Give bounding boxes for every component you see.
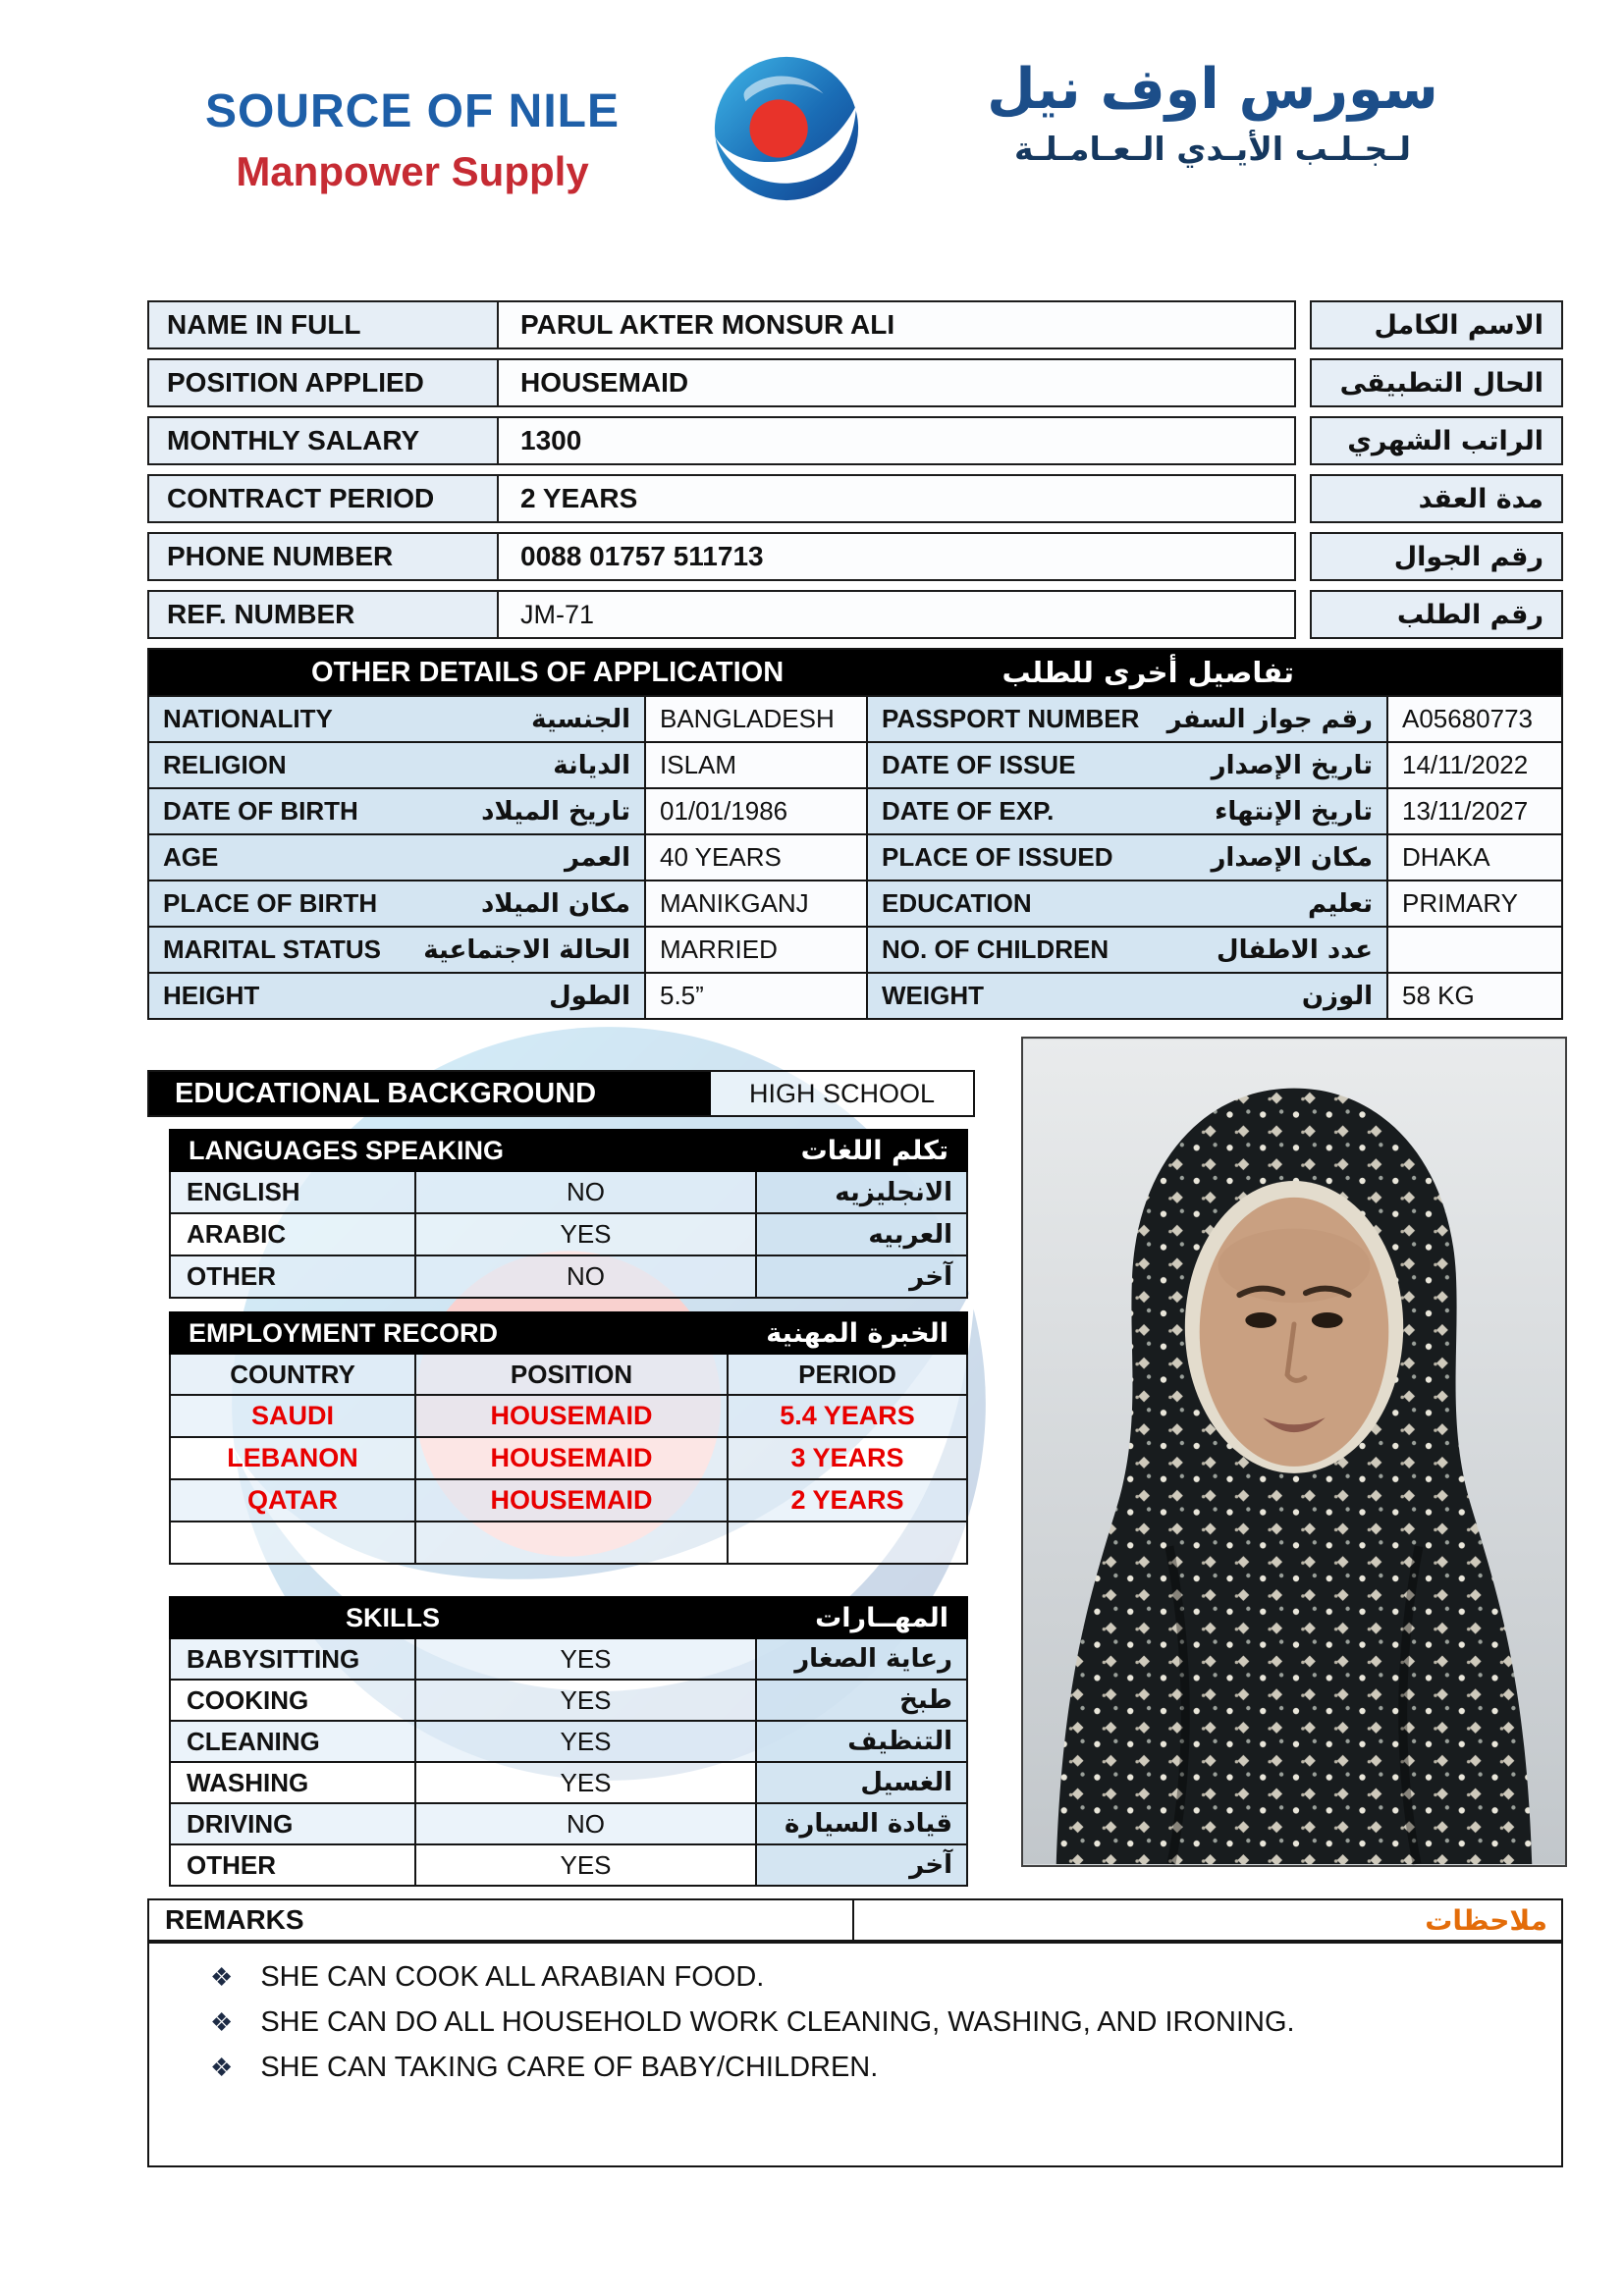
remark-text: SHE CAN TAKING CARE OF BABY/CHILDREN. — [260, 2052, 879, 2083]
employment-header — [169, 1311, 968, 1355]
employment-country: SAUDI — [171, 1396, 416, 1436]
info-value: PARUL AKTER MONSUR ALI — [520, 309, 895, 340]
info-label-ar: الحال التطبيقى — [1339, 367, 1543, 399]
skill-value: YES — [416, 1763, 757, 1802]
language-label-ar: الانجليزيه — [835, 1177, 952, 1207]
employment-position: HOUSEMAID — [416, 1438, 729, 1478]
detail-label: PLACE OF ISSUED — [882, 842, 1113, 872]
info-label-ar: الاسم الكامل — [1374, 309, 1543, 341]
table-row — [169, 1256, 968, 1299]
languages-header — [169, 1129, 968, 1172]
detail-value: 01/01/1986 — [646, 789, 868, 833]
language-label-ar: آخر — [909, 1261, 952, 1292]
employment-period — [729, 1522, 966, 1563]
applicant-photo — [1021, 1037, 1567, 1867]
info-label: CONTRACT PERIOD — [149, 476, 499, 521]
remark-text: SHE CAN DO ALL HOUSEHOLD WORK CLEANING, WASHING, AND IRONING. — [260, 2006, 1295, 2038]
detail-label-ar: الحالة الاجتماعية — [423, 934, 630, 965]
info-label: REF. NUMBER — [149, 592, 499, 637]
skill-label-ar: آخر — [909, 1850, 952, 1880]
detail-value: BANGLADESH — [646, 697, 868, 741]
skill-label: DRIVING — [171, 1804, 416, 1843]
info-value: 2 YEARS — [520, 483, 638, 513]
table-row — [147, 532, 1563, 581]
table-row — [169, 1522, 968, 1565]
detail-value — [1388, 928, 1561, 972]
detail-label-ar: تاريخ الميلاد — [481, 796, 630, 827]
detail-label: DATE OF ISSUE — [882, 750, 1076, 779]
table-row — [169, 1214, 968, 1256]
info-value: 0088 01757 511713 — [520, 541, 764, 571]
detail-label: AGE — [163, 842, 219, 872]
brand-name-ar — [987, 57, 1438, 168]
detail-label: MARITAL STATUS — [163, 934, 381, 964]
employment-period: 5.4 YEARS — [780, 1401, 915, 1430]
skill-value: NO — [416, 1804, 757, 1843]
detail-value: ISLAM — [646, 743, 868, 787]
detail-label-ar: تاريخ الإنتهاء — [1215, 796, 1373, 827]
skill-label: CLEANING — [171, 1722, 416, 1761]
employment-period: 2 YEARS — [790, 1485, 904, 1515]
detail-value: 13/11/2027 — [1388, 789, 1561, 833]
diamond-bullet-icon: ❖ — [210, 1962, 234, 1992]
detail-value: PRIMARY — [1388, 881, 1561, 926]
info-value: HOUSEMAID — [520, 367, 689, 398]
remarks-title: REMARKS — [149, 1900, 854, 1940]
info-value: 1300 — [520, 425, 582, 455]
detail-label-ar: مكان الإصدار — [1211, 842, 1373, 873]
brand-ar-line1: سورس اوف نيل — [987, 57, 1438, 122]
skill-label: OTHER — [171, 1845, 416, 1885]
employment-position: HOUSEMAID — [416, 1480, 729, 1521]
detail-label-ar: الطول — [549, 981, 630, 1011]
brand-ar-line2: لـجـلـب الأيـدي الـعـامـلـة — [1013, 130, 1411, 168]
brand-line1: SOURCE OF NILE — [204, 85, 621, 137]
table-row — [149, 833, 1561, 880]
column-header: PERIOD — [798, 1359, 896, 1389]
applicant-info-table — [147, 300, 1563, 648]
language-label: ARABIC — [171, 1214, 416, 1255]
remarks-title-ar: ملاحظات — [1425, 1903, 1547, 1937]
section-title-ar: المهــارات — [815, 1602, 948, 1633]
employment-column-headers — [169, 1355, 968, 1396]
section-title-ar: تكلم اللغات — [800, 1135, 948, 1166]
skill-label-ar: الغسيل — [860, 1768, 952, 1797]
table-row — [149, 880, 1561, 926]
info-label: PHONE NUMBER — [149, 534, 499, 579]
education-value: HIGH SCHOOL — [748, 1078, 936, 1108]
language-label: ENGLISH — [171, 1172, 416, 1212]
info-label-ar: رقم الجوال — [1393, 541, 1543, 572]
table-row — [169, 1804, 968, 1845]
detail-value: 40 YEARS — [646, 835, 868, 880]
detail-label-ar: العمر — [565, 842, 630, 873]
detail-label-ar: تاريخ الإصدار — [1211, 750, 1373, 780]
detail-label: HEIGHT — [163, 981, 260, 1010]
other-details-table — [147, 648, 1563, 1020]
table-row — [169, 1845, 968, 1887]
employment-country: QATAR — [171, 1480, 416, 1521]
section-title-ar: تفاصيل أخرى للطلب — [1001, 656, 1294, 689]
section-title: SKILLS — [346, 1602, 441, 1632]
detail-value: A05680773 — [1388, 697, 1561, 741]
language-value: NO — [416, 1172, 757, 1212]
column-header: COUNTRY — [171, 1355, 416, 1394]
diamond-bullet-icon: ❖ — [210, 2053, 234, 2082]
table-row — [169, 1722, 968, 1763]
detail-label: PLACE OF BIRTH — [163, 888, 378, 918]
detail-label: NATIONALITY — [163, 704, 333, 733]
remarks-content — [147, 1942, 1563, 2167]
section-title: LANGUAGES SPEAKING — [189, 1135, 505, 1165]
language-label-ar: العربيه — [868, 1219, 952, 1250]
detail-value: 5.5” — [646, 974, 868, 1018]
detail-value: 14/11/2022 — [1388, 743, 1561, 787]
employment-country — [171, 1522, 416, 1563]
info-label: POSITION APPLIED — [149, 360, 499, 405]
language-label: OTHER — [171, 1256, 416, 1297]
remark-item — [210, 2052, 1542, 2084]
skill-label-ar: رعاية الصغار — [794, 1644, 952, 1674]
detail-label: NO. OF CHILDREN — [882, 934, 1110, 964]
skills-header — [169, 1596, 968, 1639]
section-title-ar: الخبرة المهنية — [766, 1317, 948, 1349]
remark-item — [210, 1961, 1542, 1994]
detail-value: 58 KG — [1388, 974, 1561, 1018]
skill-label-ar: قيادة السيارة — [785, 1809, 952, 1839]
table-row — [149, 787, 1561, 833]
table-row — [147, 474, 1563, 523]
table-row — [147, 358, 1563, 407]
skill-label-ar: التنظيف — [847, 1727, 952, 1756]
remark-item — [210, 2006, 1542, 2039]
table-row — [147, 590, 1563, 639]
employment-position — [416, 1522, 729, 1563]
detail-label-ar: الديانة — [553, 750, 630, 780]
skill-label-ar: طبخ — [899, 1685, 952, 1715]
table-row — [169, 1396, 968, 1438]
remark-text: SHE CAN COOK ALL ARABIAN FOOD. — [260, 1961, 765, 1993]
detail-label-ar: تعليم — [1307, 888, 1373, 919]
table-row — [169, 1438, 968, 1480]
table-row — [169, 1480, 968, 1522]
skill-label: WASHING — [171, 1763, 416, 1802]
table-row — [149, 926, 1561, 972]
table-row — [149, 695, 1561, 741]
info-label-ar: مدة العقد — [1418, 483, 1543, 514]
skill-label: BABYSITTING — [171, 1639, 416, 1679]
detail-label-ar: مكان الميلاد — [480, 888, 630, 919]
detail-label-ar: الوزن — [1301, 981, 1373, 1011]
info-value: JM-71 — [520, 599, 595, 629]
skill-label: COOKING — [171, 1681, 416, 1720]
detail-value: DHAKA — [1388, 835, 1561, 880]
educational-background-row — [147, 1070, 975, 1117]
column-header: POSITION — [416, 1355, 729, 1394]
brand-name-en — [177, 84, 648, 195]
info-label: NAME IN FULL — [149, 302, 499, 347]
section-title: EMPLOYMENT RECORD — [189, 1317, 499, 1348]
diamond-bullet-icon: ❖ — [210, 2007, 234, 2037]
detail-label: EDUCATION — [882, 888, 1032, 918]
detail-value: MANIKGANJ — [646, 881, 868, 926]
section-title: EDUCATIONAL BACKGROUND — [149, 1072, 711, 1115]
employment-period: 3 YEARS — [790, 1443, 904, 1472]
detail-label: DATE OF BIRTH — [163, 796, 358, 826]
employment-position: HOUSEMAID — [416, 1396, 729, 1436]
section-title: OTHER DETAILS OF APPLICATION — [311, 656, 785, 688]
table-row — [169, 1639, 968, 1681]
company-logo-icon — [709, 51, 864, 206]
language-value: NO — [416, 1256, 757, 1297]
skill-value: YES — [416, 1722, 757, 1761]
detail-label-ar: عدد الاطفال — [1217, 934, 1373, 965]
detail-label: DATE OF EXP. — [882, 796, 1055, 826]
table-row — [149, 972, 1561, 1018]
language-value: YES — [416, 1214, 757, 1255]
detail-label: RELIGION — [163, 750, 287, 779]
other-details-header — [149, 650, 1561, 695]
detail-label: PASSPORT NUMBER — [882, 704, 1140, 733]
info-label: MONTHLY SALARY — [149, 418, 499, 463]
detail-value: MARRIED — [646, 928, 868, 972]
table-row — [169, 1681, 968, 1722]
skill-value: YES — [416, 1681, 757, 1720]
skill-value: YES — [416, 1845, 757, 1885]
table-row — [147, 416, 1563, 465]
brand-line2: Manpower Supply — [236, 148, 589, 194]
info-label-ar: الراتب الشهري — [1347, 425, 1543, 456]
employment-section — [169, 1311, 968, 1565]
table-row — [169, 1763, 968, 1804]
detail-label: WEIGHT — [882, 981, 984, 1010]
info-label-ar: رقم الطلب — [1396, 599, 1543, 630]
skills-section — [169, 1596, 968, 1887]
remarks-header — [147, 1898, 1563, 1942]
table-row — [147, 300, 1563, 349]
table-row — [169, 1172, 968, 1214]
employment-country: LEBANON — [171, 1438, 416, 1478]
languages-section — [169, 1129, 968, 1299]
detail-label-ar: الجنسية — [531, 704, 630, 734]
detail-label-ar: رقم جواز السفر — [1166, 704, 1373, 734]
skill-value: YES — [416, 1639, 757, 1679]
table-row — [149, 741, 1561, 787]
